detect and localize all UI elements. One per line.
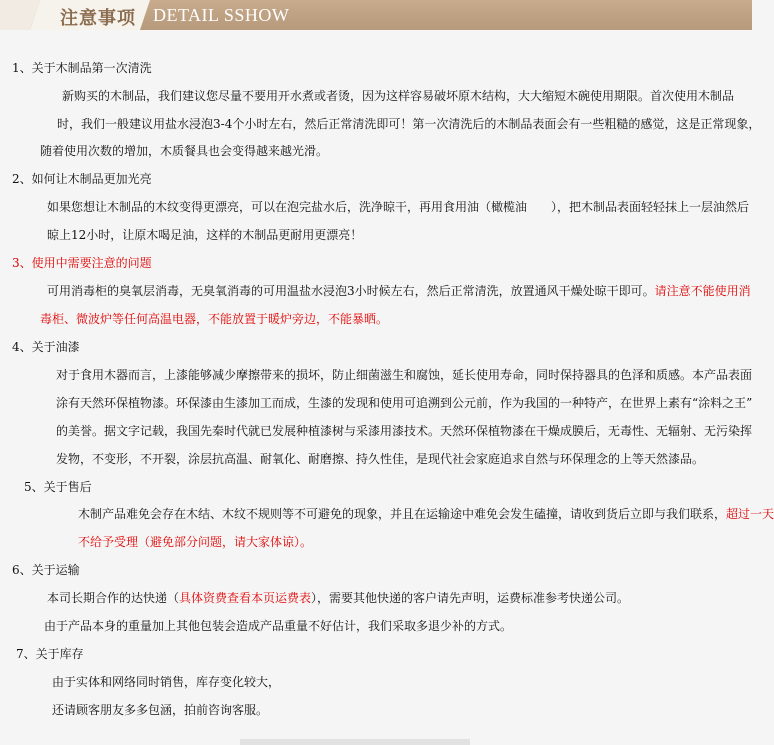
section-5-line-1 — [78, 506, 774, 522]
section-6-line-1-highlight: 具体资费查看本页运费表 — [179, 591, 312, 605]
section-1-heading: 1、关于木制品第一次清洗 — [12, 61, 152, 75]
section-5-heading: 5、关于售后 — [24, 480, 92, 494]
section-3-heading: 3、使用中需要注意的问题 — [12, 256, 152, 270]
section-4-line-2: 涂有天然环保植物漆。环保漆由生漆加工而成，生漆的发现和使用可追溯到公元前，作为我国的一种特产，在世界上素有“涂料之王” — [56, 396, 753, 410]
section-3-line-1 — [47, 283, 751, 299]
section-6-line-1-text-b: ），需要其他快递的客户请先声明，运费标准参考快递公司。 — [311, 591, 630, 605]
section-7-heading: 7、关于库存 — [16, 647, 84, 661]
section-3-line-1-warning: 请注意不能使用消 — [654, 284, 751, 298]
section-2-heading: 2、如何让木制品更加光亮 — [12, 172, 152, 186]
section-4-line-4: 发物，不变形，不开裂，涂层抗高温、耐氧化、耐磨擦、持久性佳，是现代社会家庭追求自然与环保理念的上等天然漆品。 — [56, 452, 705, 466]
section-1-line-1: 新购买的木制品，我们建议您尽量不要用开水煮或者烫，因为这样容易破坏原木结构，大大缩短木碗使用期限。首次使用木制品 — [62, 89, 735, 103]
section-5-line-1-text: 木制产品难免会存在木结、木纹不规则等不可避免的现象，并且在运输途中难免会发生磕撞，请收到货后立即与我们联系， — [78, 507, 727, 521]
section-5-line-2-warning: 不给予受理（避免部分问题，请大家体谅）。 — [78, 535, 313, 549]
section-4-heading: 4、关于油漆 — [12, 340, 80, 354]
section-7-line-1: 由于实体和网络同时销售，库存变化较大， — [52, 675, 281, 689]
section-3-line-2-warning: 毒柜、微波炉等任何高温电器，不能放置于暖炉旁边，不能暴晒。 — [40, 312, 389, 326]
section-1-line-3: 随着使用次数的增加，木质餐具也会变得越来越光滑。 — [40, 144, 329, 158]
header-title-en: DETAIL SSHOW — [153, 5, 290, 25]
header-title-cn: 注意事项 — [60, 8, 136, 29]
section-6-line-1-text-a: 本司长期合作的达快递（ — [47, 591, 180, 605]
bottom-divider — [240, 739, 470, 745]
section-2-line-2: 晾上12小时，让原木喝足油，这样的木制品更耐用更漂亮！ — [47, 228, 363, 242]
section-7-line-2: 还请顾客朋友多多包涵，拍前咨询客服。 — [52, 703, 269, 717]
section-4-line-3: 的美誉。据文字记载，我国先秦时代就已发展种植漆树与采漆用漆技术。天然环保植物漆在干燥成膜后，无毒性、无辐射、无污染挥 — [56, 424, 753, 438]
section-3-line-1-text: 可用消毒柜的臭氧层消毒，无臭氧消毒的可用温盐水浸泡3小时候左右，然后正常清洗，放置通风干燥处晾干即可。 — [47, 284, 655, 298]
section-2-line-1: 如果您想让木制品的木纹变得更漂亮，可以在泡完盐水后，洗净晾干，再用食用油（橄榄油 ），把木制品表面轻轻抹上一层油然后 — [47, 200, 750, 214]
section-4-line-1: 对于食用木器而言，上漆能够减少摩擦带来的损坏，防止细菌滋生和腐蚀，延长使用寿命，同时保持器具的色泽和质感。本产品表面 — [56, 368, 753, 382]
section-6-line-1 — [47, 590, 629, 606]
section-6-line-2: 由于产品本身的重量加上其他包装会造成产品重量不好估计，我们采取多退少补的方式。 — [44, 619, 513, 633]
section-6-heading: 6、关于运输 — [12, 563, 80, 577]
section-1-line-2: 时，我们一般建议用盐水浸泡3-4个小时左右，然后正常清洗即可！第一次清洗后的木制品表面会有一些粗糙的感觉，这是正常现象， — [57, 117, 761, 131]
section-5-line-1-warning: 超过一天 — [726, 507, 774, 521]
